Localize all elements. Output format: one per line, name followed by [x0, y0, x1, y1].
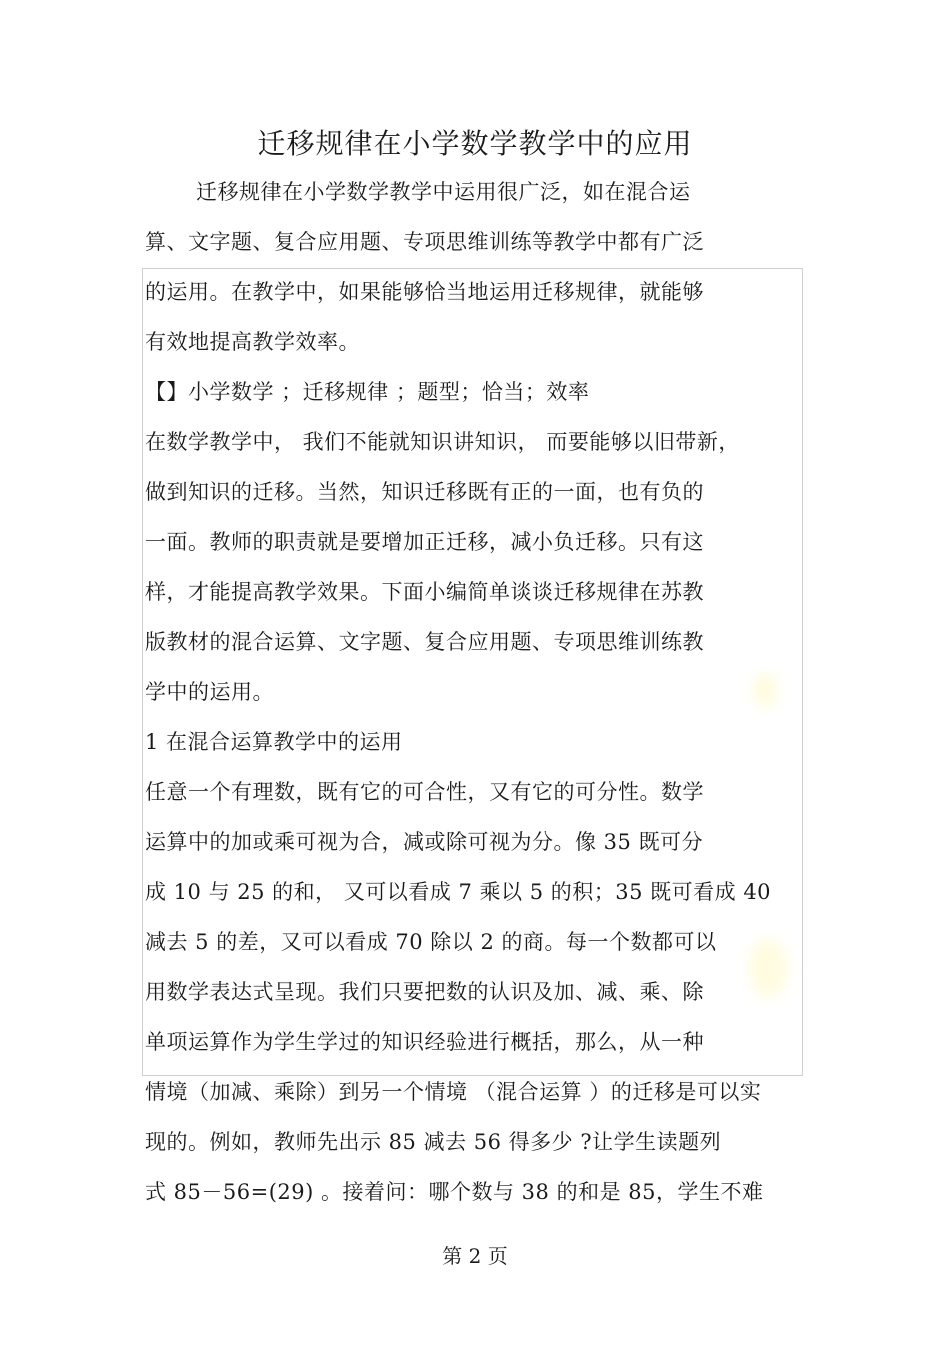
- body-line: 成 10 与 25 的和， 又可以看成 7 乘以 5 的积；35 既可看成 40: [145, 880, 772, 904]
- body-line: 学中的运用。: [145, 680, 274, 704]
- body-line: 一面。教师的职责就是要增加正迁移，减小负迁移。只有这: [145, 530, 704, 554]
- body-line: 减去 5 的差，又可以看成 70 除以 2 的商。每一个数都可以: [145, 930, 717, 954]
- highlight-mark: [752, 672, 778, 708]
- body-line: 在数学教学中， 我们不能就知识讲知识， 而要能够以旧带新，: [145, 430, 740, 454]
- body-line: 迁移规律在小学数学教学中运用很广泛，如在混合运: [196, 180, 691, 204]
- page-number: 第 2 页: [442, 1244, 508, 1268]
- body-line: 有效地提高教学效率。: [145, 330, 360, 354]
- body-line: 版教材的混合运算、文字题、复合应用题、专项思维训练教: [145, 630, 704, 654]
- body-line: 的运用。在教学中，如果能够恰当地运用迁移规律，就能够: [145, 280, 704, 304]
- document-title: 迁移规律在小学数学教学中的应用: [257, 127, 693, 160]
- body-line: 任意一个有理数，既有它的可合性，又有它的可分性。数学: [145, 780, 704, 804]
- body-line: 用数学表达式呈现。我们只要把数的认识及加、减、乘、除: [145, 980, 704, 1004]
- body-line: 算、文字题、复合应用题、专项思维训练等教学中都有广泛: [145, 230, 704, 254]
- body-line: 情境（加减、乘除）到另一个情境 （混合运算 ）的迁移是可以实: [145, 1080, 762, 1104]
- body-line: 式 85－56=(29) 。接着问：哪个数与 38 的和是 85，学生不难: [145, 1180, 764, 1204]
- section-heading: 1 在混合运算教学中的运用: [145, 730, 403, 754]
- body-line: 样，才能提高教学效果。下面小编简单谈谈迁移规律在苏教: [145, 580, 704, 604]
- body-line: 做到知识的迁移。当然，知识迁移既有正的一面，也有负的: [145, 480, 704, 504]
- body-line: 现的。例如，教师先出示 85 减去 56 得多少 ?让学生读题列: [145, 1130, 722, 1154]
- highlight-mark: [748, 938, 788, 998]
- body-line: 运算中的加或乘可视为合，减或除可视为分。像 35 既可分: [145, 830, 704, 854]
- body-line: 单项运算作为学生学过的知识经验进行概括，那么，从一种: [145, 1030, 704, 1054]
- keywords-line: 【】小学数学 ；迁移规律 ；题型；恰当；效率: [145, 380, 590, 404]
